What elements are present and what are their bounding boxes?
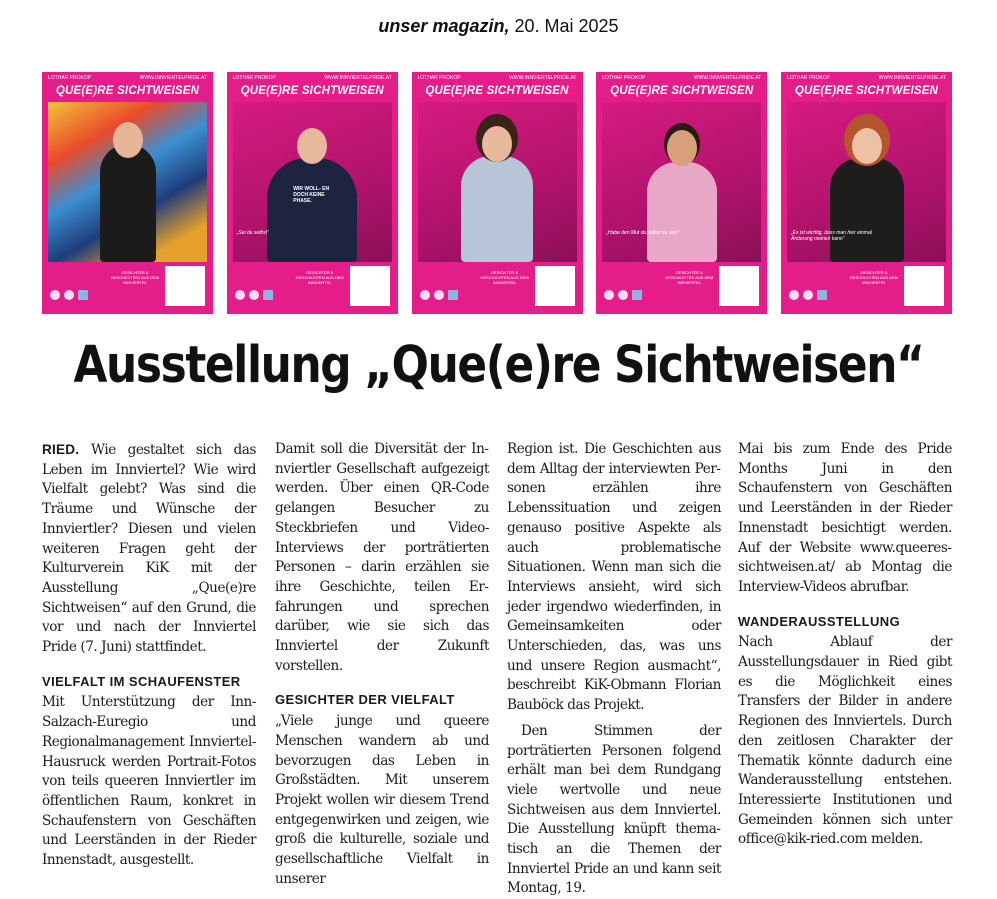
sponsor-logo (817, 290, 827, 300)
poster-url: WWW.INNVIERTELPRIDE.AT (878, 75, 946, 81)
sponsor-logo (64, 290, 74, 300)
issue-date: 20. Mai 2025 (514, 16, 619, 36)
person-head (852, 128, 882, 164)
sponsor-logo (448, 290, 458, 300)
person-figure (461, 156, 533, 262)
qr-code (535, 266, 575, 306)
poster-3 (412, 72, 583, 314)
person-head (297, 128, 327, 164)
poster-header (227, 75, 398, 85)
sponsor-logo (50, 290, 60, 300)
sponsor-logo (249, 290, 259, 300)
dateline: RIED. (42, 442, 80, 457)
poster-caption: GESICHTER & GESCHICHTEN AUS DEM INNVIERTEL (665, 270, 714, 285)
poster-strip (42, 72, 952, 314)
portrait-photo (602, 102, 761, 262)
subheading: VIELFALT IM SCHAUFENSTER (42, 673, 241, 689)
poster-2 (227, 72, 398, 314)
paragraph: Nach Ablauf der Ausstellungsdauer in Ried gibt es die Möglichkeit eines Transfers der Bilder in andere Regionen des Innviertels. Durch den zeitlosen Charakter der Thematik könnte dadurch eine Wanderausstellung entstehen. Interessierte Institutionen und Gemeinden können sich unter office@kik-ried.com melden. (738, 634, 952, 848)
poster-quote: „Sei du selbst“ (236, 230, 269, 236)
paragraph (42, 440, 256, 658)
paragraph: Damit soll die Diversität der Innviertler Gesellschaft aufgezeigt werden. Über einen QR-Code gelangen Besucher zu Steckbriefen und Video-Interviews der porträtierten Personen – darin erzählen sie ihre Geschichte, teilen Erfahrungen und sprechen darüber, wie sie sich das Innviertel der Zukunft vorstellen. (275, 441, 489, 674)
poster-url: WWW.INNVIERTELPRIDE.AT (139, 75, 207, 81)
poster-photographer: LOTHAR PROKOP (787, 75, 831, 81)
qr-code (165, 266, 205, 306)
poster-caption: GESICHTER & GESCHICHTEN AUS DEM INNVIERTEL (849, 270, 899, 285)
magazine-name: unser magazin, (378, 16, 510, 36)
poster-footer (50, 266, 205, 306)
poster-title: QUE(E)RE SICHTWEISEN (425, 85, 569, 97)
poster-quote: „Habe den Mut du selbst zu sein“ (606, 230, 680, 236)
portrait-photo (418, 102, 577, 262)
paragraph: „Viele junge und queere Menschen wandern ab und bevorzugen das Leben in Großstädten. Mit unserem Projekt wollen wir diesem Trend entgegenwirken und zeigen, wie groß die kulturelle, soziale und gesellschaftliche Vielfalt in unserer (275, 713, 489, 887)
poster-photographer: LOTHAR PROKOP (417, 75, 461, 81)
subheading: WANDERAUSSTELLUNG (738, 613, 901, 629)
person-figure (830, 158, 904, 262)
sponsor-logo (263, 290, 273, 300)
poster-title: QUE(E)RE SICHTWEISEN (794, 85, 939, 97)
poster-title: QUE(E)RE SICHTWEISEN (240, 85, 384, 97)
subheading: GESICHTER DER VIELFALT (275, 692, 455, 708)
sponsor-logo (604, 290, 614, 300)
poster-footer (235, 266, 390, 306)
sponsor-logo (632, 290, 642, 300)
poster-header (781, 75, 952, 85)
paragraph: Den Stimmen der porträtierten Personen folgend erhält man bei dem Rundgang viele wertvolle und neue Sichtweisen aus dem Innviertel. Die Ausstellung knüpft thematisch an die Themen der Innviertel Pride an und kann seit Montag, 19. (507, 722, 721, 897)
article-headline: Ausstellung „Que(e)re Sichtweisen“ (73, 336, 924, 395)
poster-title: QUE(E)RE SICHTWEISEN (55, 85, 200, 97)
sponsor-logo (803, 290, 813, 300)
shirt-text: WIR WOLL- EN DOCH KEINE PHASE. (293, 186, 330, 204)
poster-url: WWW.INNVIERTELPRIDE.AT (324, 75, 392, 81)
poster-header (42, 75, 213, 85)
sponsor-logo (78, 290, 88, 300)
poster-footer (420, 266, 575, 306)
person-figure (100, 144, 156, 262)
poster-photographer: LOTHAR PROKOP (48, 75, 92, 81)
poster-4 (596, 72, 767, 314)
paragraph: Mai bis zum Ende des Pride Months Juni in den Schaufenstern von Geschäften und Leerständen in der Rieder Innenstadt besichtigt werden. Auf der Website www.queeressichtweisen.at/ ab Montag die Interview-Videos abrufbar. (738, 441, 952, 595)
qr-code (350, 266, 390, 306)
person-head (113, 122, 143, 158)
poster-footer (789, 266, 944, 306)
poster-5 (781, 72, 952, 314)
article-column-1 (42, 440, 256, 871)
article-column-3 (507, 440, 721, 899)
poster-quote: „Es ist wichtig, dass man hier einmal Änderung meinen kann“ (791, 230, 872, 242)
sponsor-logo (420, 290, 430, 300)
portrait-photo (48, 102, 207, 262)
poster-caption: GESICHTER & GESCHICHTEN AUS DEM INNVIERTEL (295, 270, 344, 285)
poster-url: WWW.INNVIERTELPRIDE.AT (509, 75, 577, 81)
portrait-photo (233, 102, 392, 262)
masthead (0, 16, 997, 37)
poster-caption: GESICHTER & GESCHICHTEN AUS DEM INNVIERTEL (110, 270, 160, 285)
sponsor-logo (434, 290, 444, 300)
sponsor-logo (789, 290, 799, 300)
person-head (482, 126, 512, 162)
poster-header (596, 75, 767, 85)
qr-code (904, 266, 944, 306)
qr-code (719, 266, 759, 306)
paragraph: Region ist. Die Geschichten aus dem Alltag der interviewten Personen erzählen ihre Lebenssituation und zeigen genauso positive Aspekte als auch problematische Situationen. Wenn man sich die Interviews ansieht, wird sich jeder irgendwo wiederfinden, in Gemeinsamkeiten oder Unterschieden, das, was uns und unsere Region ausmacht“, beschreibt KiK-Obmann Florian Bauböck das Projekt. (507, 441, 721, 714)
poster-photographer: LOTHAR PROKOP (232, 75, 276, 81)
sponsor-logo (618, 290, 628, 300)
paragraph: Mit Unterstützung der Inn-Salzach-Euregio und Regionalmanagement Innviertel-Hausruck werden Portrait-Fotos von teils queeren Innviertler im öffentlichen Raum, konkret in Schaufenstern von Geschäften und Leerständen in der Rieder Innenstadt, ausgestellt. (42, 694, 256, 869)
person-figure (647, 162, 717, 262)
sponsor-logo (235, 290, 245, 300)
poster-title: QUE(E)RE SICHTWEISEN (610, 85, 754, 97)
article-column-4 (738, 440, 952, 850)
person-figure (267, 158, 357, 262)
person-head (667, 130, 697, 166)
poster-url: WWW.INNVIERTELPRIDE.AT (693, 75, 762, 81)
poster-footer (604, 266, 759, 306)
paragraph-text: Wie gestaltet sich das Leben im Innviertel? Wie wird Vielfalt gelebt? Was sind die Träume und Wünsche der Innviertler? Diesen und vielen weiteren Fragen geht der Kulturverein KiK mit der Ausstellung „Que(e)re Sichtweisen“ auf den Grund, die vor und nach der Innviertel Pride (7. Juni) stattfindet. (42, 442, 256, 656)
poster-caption: GESICHTER & GESCHICHTEN AUS DEM INNVIERTEL (480, 270, 529, 285)
poster-1 (42, 72, 213, 314)
poster-header (412, 75, 583, 85)
article-column-2 (275, 440, 489, 889)
poster-photographer: LOTHAR PROKOP (602, 75, 646, 81)
